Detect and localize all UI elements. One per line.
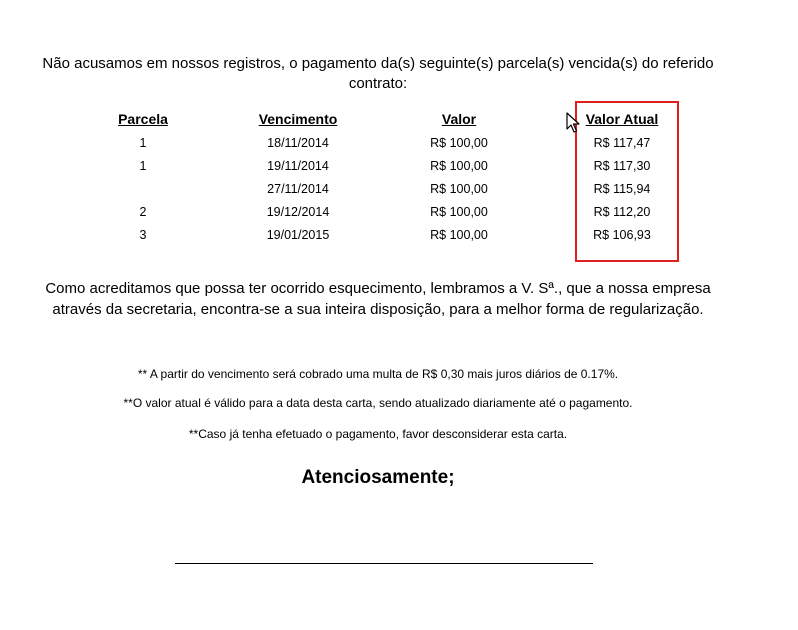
cell-valor: R$ 100,00 (430, 228, 488, 242)
cell-vencimento: 19/11/2014 (267, 159, 329, 173)
signature-line (175, 563, 593, 564)
cell-parcela: 3 (139, 228, 147, 242)
header-vencimento: Vencimento (258, 111, 338, 127)
cell-parcela: 1 (139, 159, 147, 173)
cell-valor: R$ 100,00 (430, 136, 488, 150)
header-valor: Valor (441, 111, 477, 127)
cell-valor-atual: R$ 106,93 (593, 228, 651, 242)
highlight-box (575, 101, 679, 262)
cell-parcela: 1 (139, 136, 147, 150)
cell-valor: R$ 100,00 (430, 205, 488, 219)
note-desconsiderar: **Caso já tenha efetuado o pagamento, favor desconsiderar esta carta. (188, 427, 568, 441)
cell-valor-atual: R$ 117,47 (593, 136, 651, 150)
cell-valor: R$ 100,00 (430, 182, 488, 196)
cell-vencimento: 19/12/2014 (266, 205, 330, 219)
cell-valor-atual: R$ 115,94 (593, 182, 651, 196)
intro-text: Não acusamos em nossos registros, o pagamento da(s) seguinte(s) parcela(s) vencida(s) do referido contrato: (42, 55, 714, 92)
header-parcela: Parcela (118, 111, 168, 127)
note-valor-atual: **O valor atual é válido para a data desta carta, sendo atualizado diariamente até o pagamento. (123, 396, 633, 410)
header-valor-atual: Valor Atual (585, 111, 659, 127)
note-multa: ** A partir do vencimento será cobrado uma multa de R$ 0,30 mais juros diários de 0.17%. (137, 367, 619, 381)
cell-valor-atual: R$ 117,30 (593, 159, 651, 173)
cell-vencimento: 18/11/2014 (267, 136, 329, 150)
cell-vencimento: 19/01/2015 (266, 228, 330, 242)
cell-valor-atual: R$ 112,20 (593, 205, 651, 219)
cell-vencimento: 27/11/2014 (267, 182, 329, 196)
closing-text: Atenciosamente; (301, 467, 455, 488)
cell-parcela: 2 (139, 205, 147, 219)
cell-valor: R$ 100,00 (430, 159, 488, 173)
reminder-paragraph: Como acreditamos que possa ter ocorrido esquecimento, lembramos a V. Sª., que a nossa empresa através da secretaria, encontra-se a sua inteira disposição, para a melhor forma de regularização. (45, 280, 711, 318)
mouse-cursor-icon (566, 112, 580, 134)
